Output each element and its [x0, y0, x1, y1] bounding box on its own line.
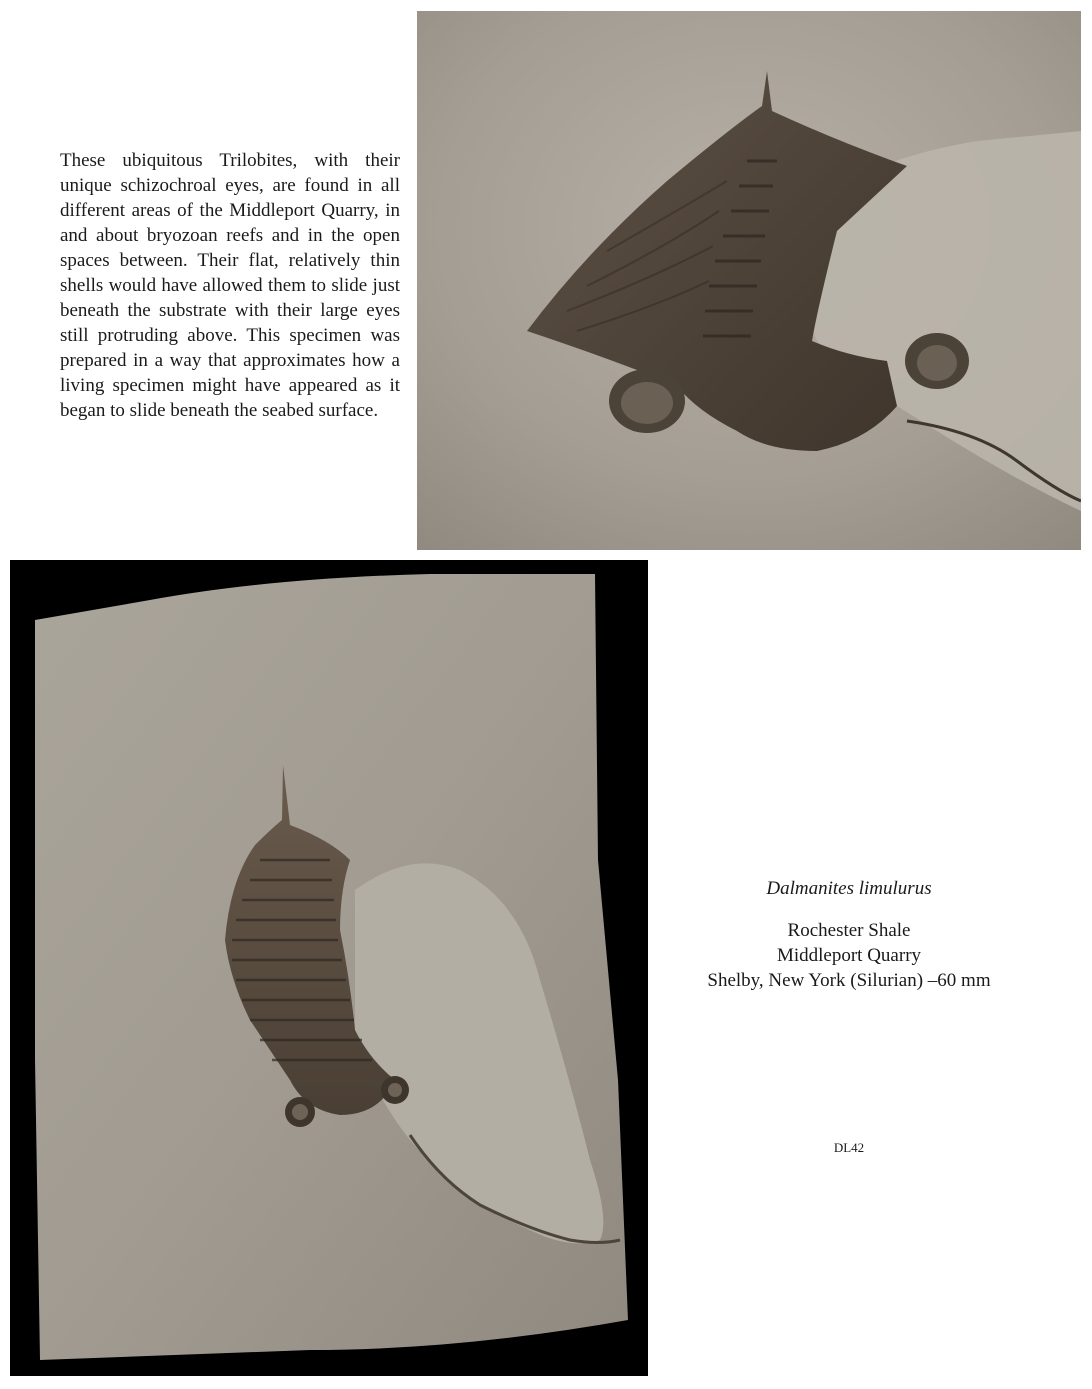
species-name: Dalmanites limulurus [766, 878, 932, 899]
quarry-name: Middleport Quarry [776, 945, 922, 966]
specimen-location [652, 918, 1046, 993]
formation-name: Rochester Shale [787, 920, 911, 941]
trilobite-closeup-photo [417, 11, 1081, 550]
catalog-id: DL42 [833, 1140, 865, 1155]
locality-and-size: Shelby, New York (Silurian) –60 mm [707, 970, 991, 991]
intro-paragraph: These ubiquitous Trilobites, with their unique schizochroal eyes, are found in all different areas of the Middleport Quarry, in and about bryozoan reefs and in the open spaces between. Their flat, relatively thin shells would have allowed them to slide just beneath the substrate with their large eyes still protruding above. This specimen was prepared in a way that approximates how a living specimen might have appeared as it began to slide beneath the seabed surface. [60, 150, 400, 421]
trilobite-specimen-photo [10, 560, 648, 1376]
